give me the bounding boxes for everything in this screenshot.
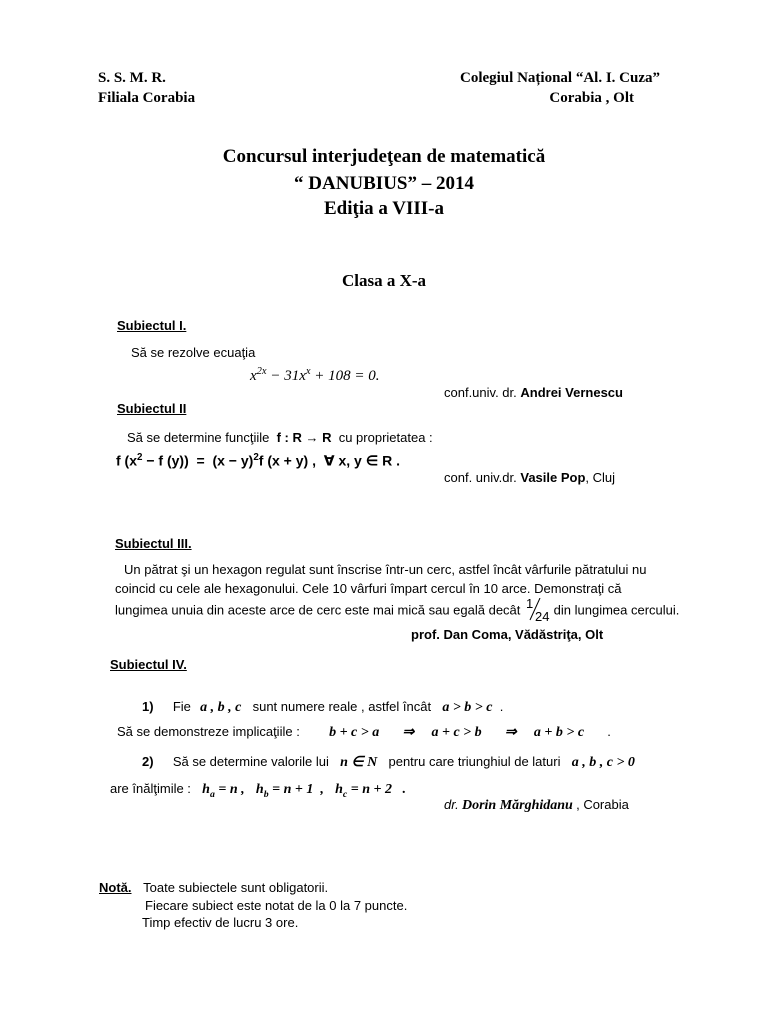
implication-2: a + c > b [431,725,482,740]
note-line2: Fiecare subiect este notat de la 0 la 7 puncte. [145,898,408,913]
part-text: Fie [172,699,191,714]
part-number: 2) [142,754,154,769]
subject-3-line2: coincid cu cele ale hexagonului. Cele 10 vârfuri împart cercul în 10 arce. Demonstraţi că [115,581,622,596]
part-number: 1) [142,699,154,714]
line3-end: din lungimea cercului. [553,602,680,618]
author-name: Andrei Vernescu [520,385,623,400]
subject-1-intro: Să se rezolve ecuaţia [131,345,256,360]
variables: a , b , c [200,700,242,715]
note-line3: Timp efectiv de lucru 3 ore. [142,915,299,930]
intro-text-end: cu proprietatea : [338,430,433,445]
header-left-line1: S. S. M. R. [98,70,166,86]
implications-intro: Să se demonstreze implicaţiile : [117,724,300,739]
fraction-numerator: 1 [526,596,534,611]
implies-arrow-2: ⇒ [504,725,517,740]
subject-4-heading: Subiectul IV. [110,657,187,672]
contest-subtitle: “ DANUBIUS” – 2014 [294,173,474,194]
subject-2-equation: f ($x^2 - f$ $(y)) = (x - y)^2f$ (x + y) , ∀ x, y ∈ R . [116,452,401,469]
intro-text: Să se determine funcţiile [127,430,270,445]
period: . [499,699,504,714]
line3-text: lungimea unuia din aceste arce de cerc este mai mică sau egală decât [115,602,521,618]
author-suffix: , Corabia [576,797,629,812]
subject-4-author [444,797,629,814]
condition: a > b > c [442,700,493,715]
subject-2-author [444,470,615,485]
author-name: Dorin Mărghidanu [461,798,573,813]
subject-1-author [444,385,623,400]
author-prefix: conf. univ.dr. [444,470,517,485]
header-left-line2: Filiala Corabia [98,90,196,106]
subject-2-intro [127,430,433,445]
subject-1-heading: Subiectul I. [117,318,187,333]
subject-2-heading: Subiectul II [117,401,187,416]
header-right-line2: Corabia , Olt [549,90,634,106]
note-block [99,880,328,895]
note-label: Notă. [99,880,132,895]
subject-4-implications [117,724,611,741]
implies-arrow: ⇒ [402,725,415,740]
function-signature: f : R → R [276,430,332,445]
header-right-line1: Colegiul Național “Al. I. Cuza” [459,70,660,86]
subject-1-equation: $x^{2x} - 31x^x + 108 = 0$. [250,366,380,384]
subject-4-heights [110,781,406,800]
author-suffix: , Cluj [585,470,616,485]
height-a: $h_a = n$ , [202,782,245,800]
subject-4-part2 [142,754,635,771]
class-title: Clasa a X-a [341,271,427,290]
author-name: Dan Coma [443,627,508,642]
height-b: $h_b = n + 1$ , [255,782,324,800]
subject-4-part1 [142,699,503,716]
author-suffix: , Vădăstriţa, Olt [507,627,604,642]
subject-3-line3 [115,596,680,624]
subject-3-line1: Un pătrat şi un hexagon regulat sunt înscrise într-un cerc, astfel încât vârfurile pătratului nu [124,562,647,577]
implication-3: a + b > c [533,725,585,740]
height-c: $h_c = n + 2$ . [335,782,406,800]
implication-1: b + c > a [329,725,380,740]
author-prefix: dr. [444,797,459,812]
part-text: Să se determine valorile lui [172,754,329,769]
part-text-2: pentru care triunghiul de laturi [388,754,561,769]
subject-3-heading: Subiectul III. [115,536,192,551]
author-prefix: prof. [411,627,440,642]
heights-intro: are înălţimile : [110,781,191,796]
fraction-one-over-24 [524,596,550,624]
contest-edition: Ediţia a VIII-a [323,198,444,219]
contest-title: Concursul interjudeţean de matematică [222,146,546,167]
fraction-denominator: 24 [535,609,550,624]
subject-3-author [411,627,603,642]
part-text-2: sunt numere reale , astfel încât [252,699,432,714]
period: . [607,724,611,739]
note-line1: Toate subiectele sunt obligatorii. [143,880,329,895]
triangle-sides: a , b , c > 0 [571,755,635,770]
natural-n: n ∈ N [340,755,378,770]
author-name: Vasile Pop [520,470,586,485]
author-prefix: conf.univ. dr. [444,385,517,400]
